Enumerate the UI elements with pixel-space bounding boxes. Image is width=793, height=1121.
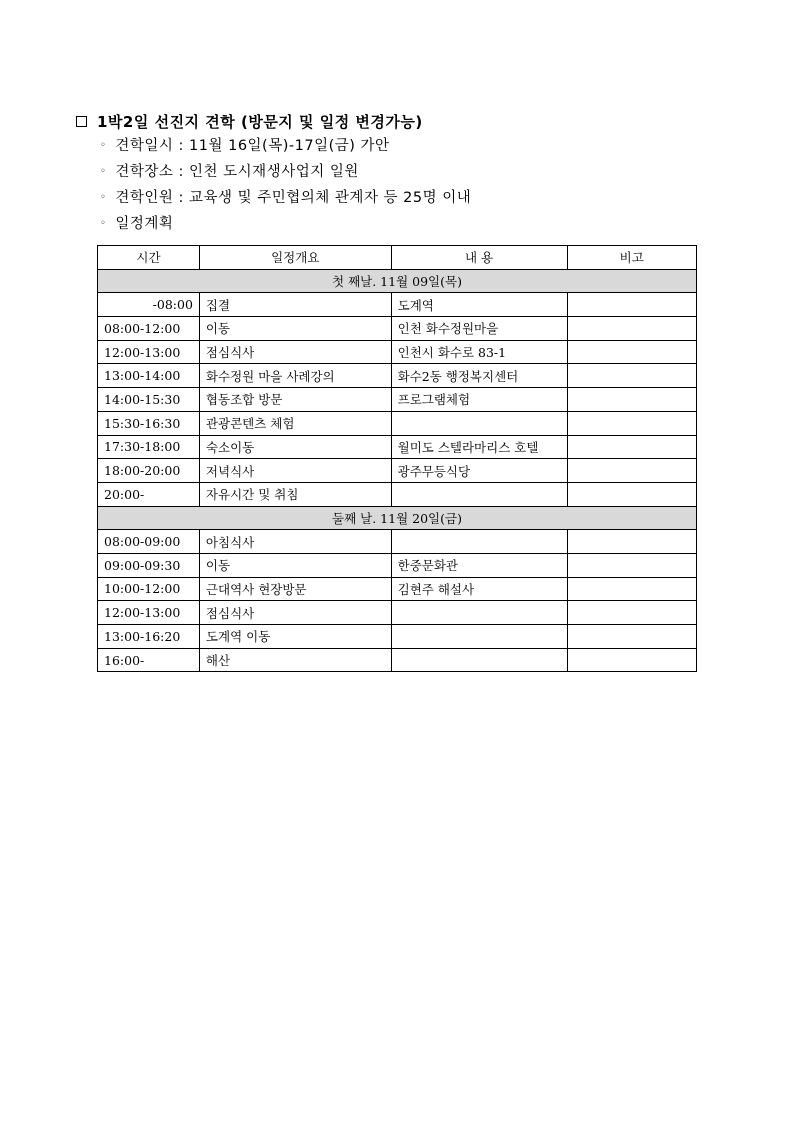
table-row: [98, 293, 697, 317]
cell-overview: 협동조합 방문: [199, 388, 391, 412]
cell-remarks: [567, 482, 697, 506]
cell-content: [391, 530, 567, 554]
cell-overview: 점심식사: [199, 340, 391, 364]
schedule-table: [97, 245, 697, 672]
cell-remarks: [567, 435, 697, 459]
day-label: 둘째 날. 11월 20일(금): [98, 506, 697, 530]
cell-remarks: [567, 459, 697, 483]
cell-content: 프로그램체험: [391, 388, 567, 412]
cell-overview: 점심식사: [199, 601, 391, 625]
bullet-icon: ◦: [100, 192, 107, 203]
table-row: [98, 435, 697, 459]
day-row-day1: [98, 269, 697, 293]
cell-content: 화수2동 행정복지센터: [391, 364, 567, 388]
cell-remarks: [567, 293, 697, 317]
bullet-item-participants: ◦ 견학인원 : 교육생 및 주민협의체 관계자 등 25명 이내: [100, 190, 472, 206]
cell-overview: 도계역 이동: [199, 625, 391, 649]
bullet-list: [100, 136, 471, 240]
header-time: 시간: [98, 246, 200, 270]
cell-remarks: [567, 553, 697, 577]
cell-overview: 관광콘텐츠 체험: [199, 411, 391, 435]
cell-content: [391, 625, 567, 649]
cell-time: 13:00-14:00: [98, 364, 200, 388]
cell-remarks: [567, 317, 697, 341]
cell-overview: 숙소이동: [199, 435, 391, 459]
cell-time: 09:00-09:30: [98, 553, 200, 577]
cell-content: 인천 화수정원마을: [391, 317, 567, 341]
cell-remarks: [567, 530, 697, 554]
cell-overview: 집결: [199, 293, 391, 317]
cell-time: 10:00-12:00: [98, 577, 200, 601]
cell-time: 13:00-16:20: [98, 625, 200, 649]
table-row: [98, 317, 697, 341]
cell-content: [391, 411, 567, 435]
cell-content: 광주무등식당: [391, 459, 567, 483]
cell-content: [391, 482, 567, 506]
cell-overview: 이동: [199, 553, 391, 577]
cell-content: [391, 601, 567, 625]
day-label: 첫 째날. 11월 09일(목): [98, 269, 697, 293]
table-row: [98, 648, 697, 672]
table-header-row: [98, 246, 697, 270]
table-row: [98, 411, 697, 435]
cell-overview: 근대역사 현장방문: [199, 577, 391, 601]
header-content: 내 용: [391, 246, 567, 270]
cell-time: 20:00-: [98, 482, 200, 506]
cell-overview: 저녁식사: [199, 459, 391, 483]
section-title: 1박2일 선진지 견학 (방문지 및 일정 변경가능): [97, 113, 423, 131]
bullet-icon: ◦: [100, 166, 107, 177]
table-row: [98, 388, 697, 412]
checkbox-icon: [76, 116, 87, 127]
cell-time: 12:00-13:00: [98, 340, 200, 364]
cell-time: 08:00-09:00: [98, 530, 200, 554]
cell-time: 18:00-20:00: [98, 459, 200, 483]
cell-time: 16:00-: [98, 648, 200, 672]
cell-remarks: [567, 648, 697, 672]
cell-content: 도계역: [391, 293, 567, 317]
table-row: [98, 482, 697, 506]
cell-content: 한중문화관: [391, 553, 567, 577]
bullet-item-date: ◦ 견학일시 : 11월 16일(목)-17일(금) 가안: [100, 138, 390, 154]
cell-overview: 해산: [199, 648, 391, 672]
cell-time: -08:00: [98, 293, 200, 317]
cell-time: 08:00-12:00: [98, 317, 200, 341]
bullet-item-location: ◦ 견학장소 : 인천 도시재생사업지 일원: [100, 164, 359, 180]
table-row: [98, 364, 697, 388]
section-heading: [76, 111, 423, 132]
cell-overview: 아침식사: [199, 530, 391, 554]
cell-remarks: [567, 625, 697, 649]
bullet-icon: ◦: [100, 218, 107, 229]
table-row: [98, 625, 697, 649]
cell-time: 12:00-13:00: [98, 601, 200, 625]
cell-remarks: [567, 340, 697, 364]
cell-content: 인천시 화수로 83-1: [391, 340, 567, 364]
cell-content: 김현주 해설사: [391, 577, 567, 601]
table-row: [98, 553, 697, 577]
cell-overview: 이동: [199, 317, 391, 341]
cell-content: [391, 648, 567, 672]
cell-time: 14:00-15:30: [98, 388, 200, 412]
cell-remarks: [567, 411, 697, 435]
cell-remarks: [567, 601, 697, 625]
header-remarks: 비고: [567, 246, 697, 270]
cell-remarks: [567, 388, 697, 412]
table-row: [98, 577, 697, 601]
cell-remarks: [567, 577, 697, 601]
bullet-item-plan: ◦ 일정계획: [100, 216, 174, 232]
cell-overview: 화수정원 마을 사례강의: [199, 364, 391, 388]
bullet-icon: ◦: [100, 140, 107, 151]
table-row: [98, 530, 697, 554]
table-row: [98, 601, 697, 625]
cell-time: 17:30-18:00: [98, 435, 200, 459]
table-row: [98, 340, 697, 364]
cell-content: 월미도 스텔라마리스 호텔: [391, 435, 567, 459]
table-row: [98, 459, 697, 483]
header-overview: 일정개요: [199, 246, 391, 270]
cell-remarks: [567, 364, 697, 388]
cell-time: 15:30-16:30: [98, 411, 200, 435]
day-row-day2: [98, 506, 697, 530]
cell-overview: 자유시간 및 취침: [199, 482, 391, 506]
